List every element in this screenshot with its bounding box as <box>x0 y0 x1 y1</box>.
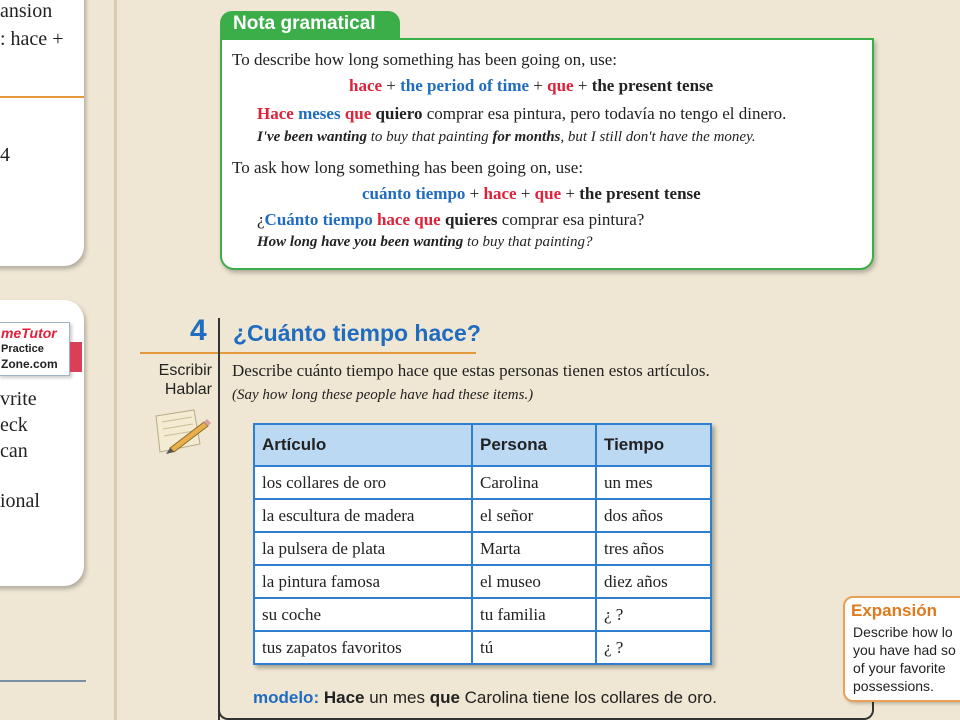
cell-persona: Carolina <box>472 466 596 499</box>
sidebar-text-hace: : hace + <box>0 28 64 50</box>
example-cuanto: Cuánto tiempo <box>264 210 373 229</box>
example-question-open: ¿ <box>257 210 265 229</box>
sidebar-text-line: can <box>0 440 28 462</box>
nota-example-2 <box>257 210 644 230</box>
gray-divider <box>0 680 86 682</box>
modelo-hace: Hace <box>319 688 365 707</box>
example-hace-que: hace que <box>372 210 441 229</box>
sidebar-text-line: eck <box>0 414 28 436</box>
cell-articulo: la escultura de madera <box>254 499 472 532</box>
cell-persona: Marta <box>472 532 596 565</box>
cell-persona: tu familia <box>472 598 596 631</box>
modelo-label: modelo: <box>253 688 320 707</box>
modelo-example <box>253 688 717 708</box>
nota-translation-2 <box>257 234 592 251</box>
nota-intro-1: To describe how long something has been going on, use: <box>232 50 618 69</box>
modelo-rest: Carolina tiene los collares de oro. <box>459 688 717 707</box>
sidebar-text-line <box>0 28 63 51</box>
page-gutter <box>114 0 117 720</box>
table-row <box>254 598 711 631</box>
modelo-que: que <box>429 688 460 707</box>
formula-que: que <box>547 76 574 95</box>
header-tiempo: Tiempo <box>596 424 711 466</box>
formula-hace: hace <box>349 76 383 95</box>
expansion-line: of your favorite <box>853 660 946 676</box>
table-header-row <box>254 424 711 466</box>
sidebar-number: 4 <box>0 144 10 166</box>
formula-que: que <box>534 184 562 203</box>
activity-instruction-en: (Say how long these people have had these items.) <box>232 387 534 403</box>
table-row <box>254 631 711 664</box>
table-row <box>254 466 711 499</box>
activity-instruction: Describe cuánto tiempo hace que estas personas tienen estos artículos. <box>232 361 710 380</box>
activity-number: 4 <box>190 314 207 347</box>
translation-rest: to buy that painting? <box>463 234 593 250</box>
formula-present: the present tense <box>591 76 714 95</box>
formula-plus: + <box>465 184 484 203</box>
formula-plus: + <box>382 76 401 95</box>
nota-gramatical-title: Nota gramatical <box>233 13 376 34</box>
cell-articulo: los collares de oro <box>254 466 472 499</box>
translation-bold-2: for months <box>492 129 561 145</box>
cell-persona: el museo <box>472 565 596 598</box>
formula-plus: + <box>573 76 592 95</box>
formula-hace: hace <box>483 184 517 203</box>
table-row <box>254 532 711 565</box>
expansion-title: Expansión <box>851 601 937 620</box>
writing-pencil-icon <box>150 406 212 458</box>
formula-period: the period of time <box>400 76 530 95</box>
nota-formula-2 <box>362 184 701 204</box>
activity-orange-rule <box>140 352 476 354</box>
items-table <box>253 423 712 665</box>
cell-tiempo: diez años <box>596 565 711 598</box>
formula-plus: + <box>529 76 548 95</box>
cell-articulo: la pulsera de plata <box>254 532 472 565</box>
example-rest: comprar esa pintura? <box>497 210 645 229</box>
translation-bold: How long have you been wanting <box>257 234 464 250</box>
formula-present: the present tense <box>579 184 701 203</box>
example-que: que <box>340 104 372 123</box>
example-quiero: quiero <box>371 104 423 123</box>
cell-tiempo: ¿ ? <box>596 598 711 631</box>
formula-plus: + <box>561 184 580 203</box>
activity-title: ¿Cuánto tiempo hace? <box>233 320 481 346</box>
activity-left-rule <box>218 318 220 720</box>
nota-formula-1 <box>349 76 713 96</box>
example-quieres: quieres <box>440 210 498 229</box>
header-articulo: Artículo <box>254 424 472 466</box>
nota-example-1 <box>257 104 786 124</box>
expansion-line: possessions. <box>853 678 934 694</box>
example-rest: comprar esa pintura, pero todavía no tengo el dinero. <box>422 104 787 123</box>
expansion-line: you have had so <box>853 642 956 658</box>
hometutor-brand: meTutor <box>1 325 57 341</box>
red-tab <box>70 342 82 372</box>
sidebar-text-line: vrite <box>0 388 37 410</box>
modelo-mid: un mes <box>364 688 430 707</box>
cell-persona: el señor <box>472 499 596 532</box>
nota-translation-1 <box>257 129 756 146</box>
hometutor-badge[interactable] <box>0 322 70 376</box>
hometutor-line1: Practice <box>1 343 44 355</box>
orange-divider <box>0 96 84 98</box>
cell-tiempo: ¿ ? <box>596 631 711 664</box>
table-row <box>254 499 711 532</box>
cell-articulo: la pintura famosa <box>254 565 472 598</box>
sidebar-text-line: ional <box>0 490 40 512</box>
formula-plus: + <box>516 184 535 203</box>
header-persona: Persona <box>472 424 596 466</box>
translation-mid: to buy that painting <box>367 129 493 145</box>
formula-cuanto: cuánto tiempo <box>362 184 466 203</box>
table-row <box>254 565 711 598</box>
cell-tiempo: tres años <box>596 532 711 565</box>
expansion-line: Describe how lo <box>853 624 953 640</box>
cell-persona: tú <box>472 631 596 664</box>
cell-tiempo: dos años <box>596 499 711 532</box>
nota-intro-2: To ask how long something has been going on, use: <box>232 158 584 177</box>
example-meses: meses <box>293 104 341 123</box>
cell-articulo: tus zapatos favoritos <box>254 631 472 664</box>
skill-hablar: Hablar <box>164 381 212 398</box>
skill-escribir: Escribir <box>158 362 212 379</box>
cell-articulo: su coche <box>254 598 472 631</box>
example-hace: Hace <box>257 104 294 123</box>
translation-rest: , but I still don't have the money. <box>560 129 756 145</box>
cell-tiempo: un mes <box>596 466 711 499</box>
translation-bold: I've been wanting <box>257 129 368 145</box>
hometutor-line2: Zone.com <box>1 357 58 371</box>
sidebar-text-line: ansion <box>0 0 53 22</box>
